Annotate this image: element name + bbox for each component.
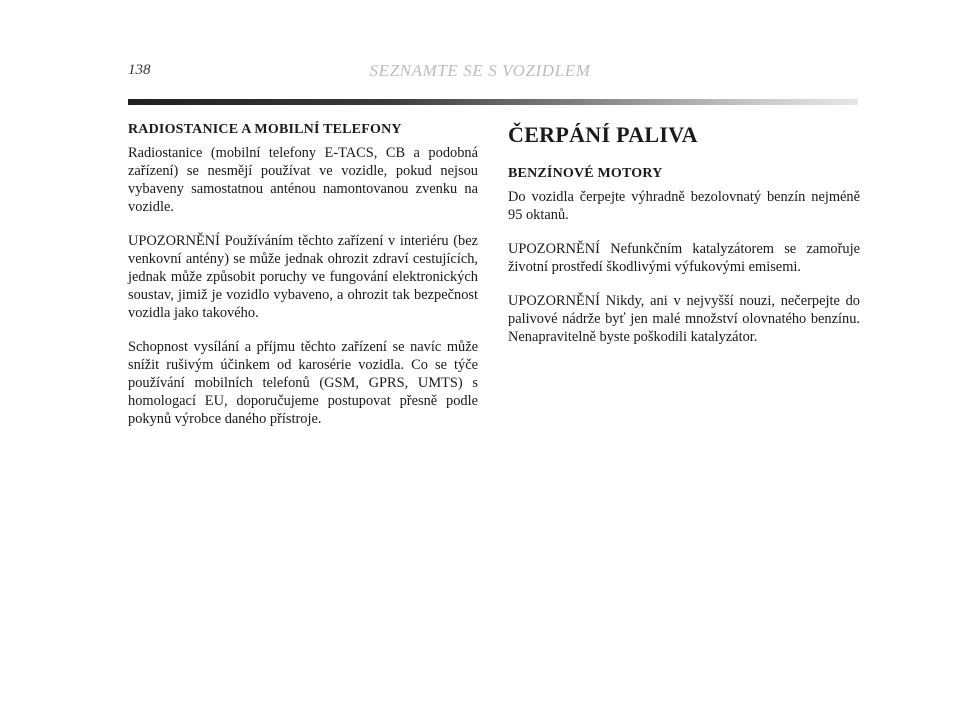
paragraph: Radiostanice (mobilní telefony E-TACS, CB a podobná zařízení) se nesmějí používat ve vozidle, pokud nejsou vybaveny samostatnou anténou namontovanou zvenku na vozidle. [128, 145, 478, 215]
warning-paragraph: UPOZORNĚNÍ Nefunkčním katalyzátorem se zamořuje životní prostředí škodlivými výfukovými emisemi. [508, 241, 860, 275]
right-column [508, 122, 860, 362]
header-rule [128, 99, 858, 105]
warning-paragraph: UPOZORNĚNÍ Nikdy, ani v nejvyšší nouzi, nečerpejte do palivové nádrže byť jen malé množství olovnatého benzínu. Nenapravitelně byste poškodili katalyzátor. [508, 293, 860, 345]
running-head: SEZNAMTE SE S VOZIDLEM [369, 61, 591, 80]
page-number: 138 [128, 62, 151, 78]
left-column [128, 122, 478, 444]
section-heading-radio: RADIOSTANICE A MOBILNÍ TELEFONY [128, 122, 402, 137]
section-heading-petrol: BENZÍNOVÉ MOTORY [508, 166, 663, 181]
paragraph: Schopnost vysílání a příjmu těchto zařízení se navíc může snížit rušivým účinkem od karosérie vozidla. Co se týče používání mobilních telefonů (GSM, GPRS, UMTS) s homologací EU, doporučujeme postupovat přesně podle pokynů výrobce daného přístroje. [128, 339, 478, 427]
chapter-heading-fuel: ČERPÁNÍ PALIVA [508, 122, 698, 147]
paragraph: Do vozidla čerpejte výhradně bezolovnatý benzín nejméně 95 oktanů. [508, 189, 860, 223]
warning-paragraph: UPOZORNĚNÍ Používáním těchto zařízení v interiéru (bez venkovní antény) se může jednak ohrozit zdraví cestujících, jednak může způsobit poruchy ve fungování elektronických soustav, jimiž je vozidlo vybaveno, a ohrozit tak bezpečnost vozidla jako takového. [128, 233, 478, 321]
